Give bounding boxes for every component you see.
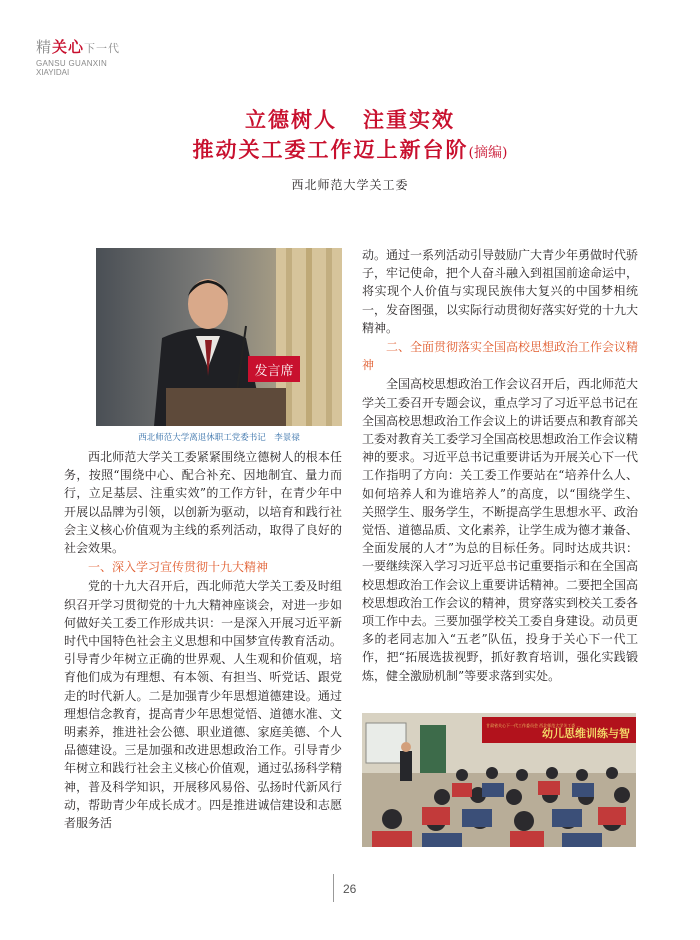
logo-subtitle-1: GANSU GUANXIN [36,59,108,68]
article-title-line2 [0,134,700,164]
left-column [64,448,342,832]
classroom-photo-illustration [362,713,636,847]
logo-subtitle-2: XIAYIDAI [36,68,70,77]
article-byline: 西北师范大学关工委 [291,178,409,192]
left-paragraph-1: 西北师范大学关工委紧紧围绕立德树人的根本任务，按照“围绕中心、配合补充、因地制宜、量力而行，立足基层、注重实效”的工作方针，在青少年中开展以品牌为引领，以创新为驱动，以培育和践行社会主义核心价值观为主线的系列活动，取得了良好的社会效果。 [64,450,342,556]
title-line2-main: 推动关工委工作迈上新台阶 [192,137,469,162]
banner-text: 幼儿思维训练与智 [542,727,630,740]
logo-brand-right: 下一代 [84,42,121,55]
banner-small-text: 甘肃省关心下一代工作委员会 西北师范大学关工委 … [486,723,581,728]
title-part-a: 立德树人 [245,107,337,132]
left-paragraph-2: 党的十九大召开后，西北师范大学关工委及时组织召开学习贯彻党的十九大精神座谈会，对进一步如何做好关工委工作形成共识：一是深入开展习近平新时代中国特色社会主义思想和中国梦宣传教育活动。引导青少年树立正确的世界观、人生观和价值观，培育他们成为有理想、有本领、有担当、听党话、跟党走的时代新人。二是加强青少年思想道德建设。通过理想信念教育，提高青少年思想觉悟、道德水准、文明素养，推进社会公德、职业道德、家庭美德、个人品德建设。三是加强和改进思想政治工作。引导青少年树立和践行社会主义核心价值观，通过弘扬科学精神，普及科学知识，开展移风易俗、弘扬时代新风行动，帮助青少年成长成才。四是推进诚信建设和志愿者服务活 [64,579,342,831]
podium-sign-text: 发言席 [254,364,294,379]
speaker-photo [96,248,342,426]
speaker-photo-illustration [96,248,342,426]
section-heading-1: 一、深入学习宣传贯彻十九大精神 [88,560,269,575]
page-number: 26 [343,882,357,896]
logo-brand-left: 精 [36,38,53,56]
logo-brand [36,36,120,57]
title-line2-suffix: (摘编) [468,145,508,161]
right-paragraph-1: 动。通过一系列活动引导鼓励广大青少年勇做时代骄子，牢记使命，把个人奋斗融入到祖国前途命运中，将实现个人价值与实现民族伟大复兴的中国梦相统一，发奋图强，以实际行动贯彻好落实好党的十九大精神。 [362,248,639,335]
right-paragraph-2: 全国高校思想政治工作会议召开后，西北师范大学关工委召开专题会议，重点学习了习近平总书记在全国高校思想政治工作会议上的讲话要点和教育部关工委对教育关工委学习全国高校思想政治工作会议精神的要求。习近平总书记重要讲话为开展关心下一代工作指明了方向：关工委工作要站在“培养什么人、如何培养人和为谁培养人”的高度，以“围绕学生、关照学生、服务学生，不断提高学生思想水平、政治觉悟、道德品质、文化素养，让学生成为德才兼备、全面发展的人才”为总的目标任务。同时达成共识：一要继续深入学习习近平总书记重要指示和在全国高校思想政治工作会议上重要讲话精神。二要把全国高校思想政治工作会议的精神，贯穿落实到校关工委各项工作中去。三要加强学校关工委自身建设。动员更多的老同志加入“五老”队伍，投身于关心下一代工作，把“拓展选拔视野，抓好教育培训，强化实践锻炼，健全激励机制”等要求落到实处。 [362,377,639,683]
logo-brand-mid: 关心 [52,38,85,56]
classroom-photo [362,713,636,847]
magazine-logo [36,36,156,96]
title-part-b: 注重实效 [363,107,455,132]
page-number-divider [333,874,334,902]
right-column [362,246,638,685]
section-heading-2: 二、全面贯彻落实全国高校思想政治工作会议精神 [362,340,639,373]
speaker-photo-caption: 西北师范大学离退休职工党委书记 李景禄 [138,433,300,443]
article-title-line1 [0,104,700,134]
